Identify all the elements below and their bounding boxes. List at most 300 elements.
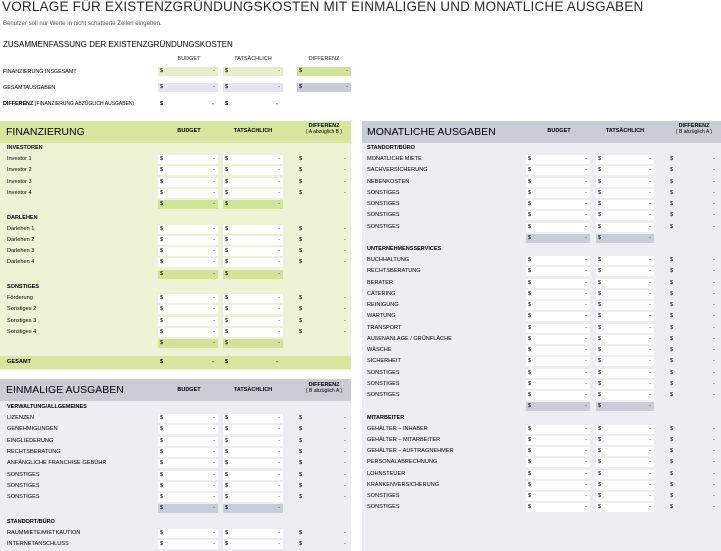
monthly-site-row-7-budget[interactable]	[526, 223, 590, 232]
cell-value: -	[213, 270, 215, 277]
services-row-8-budget[interactable]	[526, 335, 590, 344]
other-row-3-label: Sonstiges 3	[7, 317, 37, 324]
currency-symbol: $	[598, 504, 602, 511]
currency-symbol: $	[225, 505, 229, 512]
loan-row-3-budget[interactable]	[158, 247, 218, 256]
investor-row-4-actual[interactable]	[223, 189, 283, 198]
admin-row-3-diff-value: -	[344, 437, 346, 444]
currency-symbol: $	[225, 437, 229, 444]
investor-row-4-label: Investor 4	[7, 189, 32, 196]
monthly-col-diff: DIFFERENZ ( B abzüglich A )	[675, 123, 713, 135]
loan-row-2-budget[interactable]	[158, 236, 218, 245]
staff-row-6-diff-currency: $	[670, 481, 674, 488]
cell-value: -	[649, 459, 651, 466]
admin-row-1-diff-currency: $	[299, 415, 303, 421]
staff-row-6-actual[interactable]	[596, 481, 654, 490]
currency-symbol: $	[528, 358, 532, 365]
staff-row-3-label: GEHÄLTER – AUFTRAGNEHMER	[367, 448, 454, 454]
cell-value: -	[278, 471, 280, 478]
services-row-6-budget[interactable]	[526, 312, 590, 321]
cell-value: -	[585, 380, 587, 387]
onetime-site-row-1-budget[interactable]	[158, 529, 218, 538]
cell-value: -	[278, 189, 280, 196]
admin-row-7-budget[interactable]	[158, 482, 218, 491]
admin-row-5-budget[interactable]	[158, 459, 218, 468]
admin-row-5-diff-value: -	[344, 460, 346, 467]
services-row-5-actual[interactable]	[596, 301, 654, 310]
admin-row-5-actual[interactable]	[223, 459, 283, 468]
cell-value: -	[649, 156, 651, 162]
summary-diff-budget-currency: $	[160, 101, 164, 107]
cell-value: -	[278, 317, 280, 324]
cell-value: -	[213, 201, 215, 208]
currency-symbol: $	[225, 415, 229, 421]
onetime-site-row-2-label: INTERNETANSCHLUSS	[7, 541, 69, 547]
summary-diff-actual-value: -	[276, 101, 278, 107]
cell-value: -	[213, 426, 215, 433]
services-row-9-budget[interactable]	[526, 346, 590, 355]
staff-row-3-budget[interactable]	[526, 447, 590, 456]
services-row-1-actual[interactable]	[596, 256, 654, 265]
services-row-12-budget[interactable]	[526, 380, 590, 389]
services-row-9-diff-value: -	[713, 347, 715, 353]
monthly-site-row-2-budget[interactable]	[526, 166, 590, 175]
cell-value: -	[213, 340, 215, 347]
cell-value: -	[649, 470, 651, 477]
cell-value: -	[649, 347, 651, 353]
staff-row-8-label: SONSTIGES	[367, 504, 400, 511]
loan-row-1-diff-value: -	[344, 225, 346, 232]
monthly-site-row-4-budget[interactable]	[526, 189, 590, 198]
other-row-2-diff-currency: $	[299, 306, 303, 313]
admin-row-3-actual[interactable]	[223, 437, 283, 446]
services-row-5-budget[interactable]	[526, 301, 590, 310]
cell-value: -	[585, 403, 587, 410]
cell-value: -	[585, 257, 587, 263]
monthly-site-row-3-label: NEBENKOSTEN	[367, 178, 410, 185]
currency-symbol: $	[598, 156, 602, 162]
services-row-4-budget[interactable]	[526, 290, 590, 299]
investor-row-1-diff-value: -	[344, 156, 346, 162]
staff-section-title: MITARBEITER	[367, 414, 405, 421]
currency-symbol: $	[160, 201, 164, 208]
other-row-2-actual[interactable]	[223, 305, 283, 314]
other-total-budget-subtotal	[158, 339, 218, 348]
cell-value: -	[278, 178, 280, 185]
monthly-site-row-1-label: MONATLICHE MIETE	[367, 156, 422, 162]
investor-row-1-actual[interactable]	[223, 155, 283, 164]
admin-row-6-actual[interactable]	[223, 471, 283, 480]
services-row-8-diff-currency: $	[670, 335, 674, 342]
cell-value: -	[649, 223, 651, 230]
services-row-13-budget[interactable]	[526, 391, 590, 400]
admin-row-4-actual[interactable]	[223, 448, 283, 457]
services-row-4-actual[interactable]	[596, 290, 654, 299]
admin-row-1-actual[interactable]	[223, 414, 283, 423]
currency-symbol: $	[528, 178, 532, 185]
staff-row-7-actual[interactable]	[596, 492, 654, 501]
other-row-1-actual[interactable]	[223, 294, 283, 303]
monthly-site-row-2-actual[interactable]	[596, 166, 654, 175]
currency-symbol: $	[160, 426, 164, 433]
services-row-7-actual[interactable]	[596, 324, 654, 333]
services-row-1-budget[interactable]	[526, 256, 590, 265]
services-row-13-label: SONSTIGES	[367, 392, 400, 398]
currency-symbol: $	[160, 529, 164, 536]
admin-row-5-label: ANFÄNGLICHE FRANCHISE-GEBÜHR	[7, 460, 107, 467]
staff-row-8-actual[interactable]	[596, 503, 654, 512]
monthly-site-row-5-actual[interactable]	[596, 200, 654, 209]
currency-symbol: $	[160, 340, 164, 347]
financing-title: FINANZIERUNG	[6, 126, 85, 138]
loan-row-3-diff-value: -	[344, 248, 346, 255]
cell-value: -	[585, 459, 587, 466]
summary-diff-actual-currency: $	[225, 101, 229, 107]
currency-symbol: $	[528, 313, 532, 320]
staff-row-1-budget[interactable]	[526, 425, 590, 434]
services-row-3-actual[interactable]	[596, 279, 654, 288]
staff-row-8-diff-currency: $	[670, 504, 674, 511]
currency-symbol: $	[598, 268, 602, 275]
staff-row-2-diff-currency: $	[670, 436, 674, 443]
services-row-10-diff-value: -	[713, 358, 715, 365]
investors-section-title: INVESTOREN	[7, 145, 43, 151]
currency-symbol: $	[598, 313, 602, 320]
currency-symbol: $	[598, 178, 602, 185]
currency-symbol: $	[225, 270, 229, 277]
currency-symbol: $	[528, 448, 532, 454]
cell-value: -	[278, 505, 280, 512]
services-row-3-label: BERATER	[367, 279, 394, 286]
other-total-actual-subtotal	[223, 339, 283, 348]
services-total-budget-subtotal	[526, 402, 590, 411]
financing-total-label: GESAMT	[7, 359, 31, 365]
cell-value: -	[585, 504, 587, 511]
staff-row-8-budget[interactable]	[526, 503, 590, 512]
other-row-3-budget[interactable]	[158, 317, 218, 326]
cell-value: -	[213, 178, 215, 185]
services-row-13-actual[interactable]	[596, 391, 654, 400]
cell-value: -	[585, 290, 587, 297]
currency-symbol: $	[598, 380, 602, 387]
cell-value: -	[346, 68, 348, 74]
services-row-3-budget[interactable]	[526, 279, 590, 288]
services-row-5-diff-currency: $	[670, 302, 674, 308]
cell-value: -	[649, 234, 651, 241]
other-row-3-diff-value: -	[344, 317, 346, 324]
admin-row-2-actual[interactable]	[223, 425, 283, 434]
currency-symbol: $	[225, 167, 229, 174]
onetime-col-budget: BUDGET	[177, 387, 201, 393]
admin-row-2-diff-value: -	[344, 426, 346, 433]
staff-row-6-budget[interactable]	[526, 481, 590, 490]
staff-row-3-actual[interactable]	[596, 447, 654, 456]
cell-value: -	[278, 84, 280, 90]
cell-value: -	[213, 156, 215, 162]
monthly-site-row-4-diff-value: -	[713, 189, 715, 196]
currency-symbol: $	[598, 392, 602, 398]
services-row-10-budget[interactable]	[526, 357, 590, 366]
services-row-2-actual[interactable]	[596, 267, 654, 276]
currency-symbol: $	[528, 459, 532, 466]
monthly-site-row-1-diff-value: -	[713, 156, 715, 162]
loan-row-4-budget[interactable]	[158, 258, 218, 267]
loan-row-4-actual[interactable]	[223, 258, 283, 267]
services-row-4-diff-currency: $	[670, 290, 674, 297]
cell-value: -	[649, 380, 651, 387]
admin-row-1-budget[interactable]	[158, 414, 218, 423]
onetime-site-row-1-diff-currency: $	[299, 529, 303, 536]
monthly-site-row-3-budget[interactable]	[526, 178, 590, 187]
admin-row-6-budget[interactable]	[158, 471, 218, 480]
staff-row-2-actual[interactable]	[596, 436, 654, 445]
cell-value: -	[585, 313, 587, 320]
financing-total-value-2: $	[225, 359, 229, 365]
services-row-9-actual[interactable]	[596, 346, 654, 355]
currency-symbol: $	[160, 505, 164, 512]
staff-row-5-actual[interactable]	[596, 470, 654, 479]
admin-row-2-budget[interactable]	[158, 425, 218, 434]
admin-row-8-actual[interactable]	[223, 493, 283, 502]
services-row-10-actual[interactable]	[596, 357, 654, 366]
staff-row-7-diff-value: -	[713, 493, 715, 499]
monthly-site-row-7-diff-currency: $	[670, 223, 674, 230]
currency-symbol: $	[598, 223, 602, 230]
currency-symbol: $	[598, 470, 602, 477]
admin-row-2-label: GENEHMIGUNGEN	[7, 426, 58, 433]
services-row-2-label: RECHTSBERATUNG	[367, 268, 421, 275]
admin-row-2-diff-currency: $	[299, 426, 303, 433]
cell-value: -	[278, 201, 280, 208]
currency-symbol: $	[225, 426, 229, 433]
other-row-4-budget[interactable]	[158, 328, 218, 337]
cell-value: -	[649, 392, 651, 398]
currency-symbol: $	[160, 178, 164, 185]
cell-value: -	[585, 189, 587, 196]
cell-value: -	[278, 529, 280, 536]
cell-value: -	[278, 460, 280, 467]
admin-row-6-diff-value: -	[344, 471, 346, 478]
services-row-11-budget[interactable]	[526, 369, 590, 378]
currency-symbol: $	[528, 201, 532, 207]
cell-value: -	[649, 279, 651, 286]
admin-row-8-budget[interactable]	[158, 493, 218, 502]
onetime-site-row-1-label: RAUMMIETE/MIETKAUTION	[7, 529, 81, 536]
services-row-7-budget[interactable]	[526, 324, 590, 333]
cell-value: -	[213, 236, 215, 243]
currency-symbol: $	[225, 201, 229, 208]
loans-total-actual-subtotal	[223, 270, 283, 279]
currency-symbol: $	[225, 448, 229, 455]
cell-value: -	[649, 448, 651, 454]
services-total-actual-subtotal	[596, 402, 654, 411]
summary-col-diff: DIFFERENZ	[308, 56, 340, 62]
staff-row-7-budget[interactable]	[526, 492, 590, 501]
other-row-4-diff-currency: $	[299, 328, 303, 335]
cell-value: -	[213, 248, 215, 255]
monthly-site-row-3-diff-currency: $	[670, 178, 674, 185]
cell-value: -	[278, 295, 280, 301]
cell-value: -	[213, 529, 215, 536]
investor-row-2-budget[interactable]	[158, 166, 218, 175]
monthly-site-row-7-label: SONSTIGES	[367, 223, 400, 230]
investor-row-3-budget[interactable]	[158, 178, 218, 187]
admin-row-7-label: SONSTIGES	[7, 482, 40, 489]
cell-value: -	[649, 358, 651, 365]
onetime-site-row-1-diff-value: -	[344, 529, 346, 536]
currency-symbol: $	[528, 234, 532, 241]
currency-symbol: $	[225, 225, 229, 232]
other-row-1-budget[interactable]	[158, 294, 218, 303]
onetime-site-row-1-actual[interactable]	[223, 529, 283, 538]
currency-symbol: $	[598, 189, 602, 196]
monthly-site-row-5-label: SONSTIGES	[367, 201, 400, 207]
monthly-site-row-6-diff-currency: $	[670, 212, 674, 219]
services-row-12-label: SONSTIGES	[367, 380, 400, 387]
currency-symbol: $	[528, 257, 532, 263]
services-row-6-actual[interactable]	[596, 312, 654, 321]
cell-value: -	[585, 223, 587, 230]
admin-row-3-budget[interactable]	[158, 437, 218, 446]
monthly-site-row-3-actual[interactable]	[596, 178, 654, 187]
other-row-4-actual[interactable]	[223, 328, 283, 337]
monthly-site-total-budget-subtotal	[526, 234, 590, 243]
services-row-12-diff-value: -	[713, 380, 715, 387]
summary-financing-actual	[223, 67, 283, 76]
staff-row-2-diff-value: -	[713, 436, 715, 443]
loan-row-1-actual[interactable]	[223, 225, 283, 234]
cell-value: -	[649, 189, 651, 196]
loan-row-3-diff-currency: $	[299, 248, 303, 255]
summary-expenses-budget	[158, 83, 218, 92]
other-row-2-budget[interactable]	[158, 305, 218, 314]
staff-row-2-budget[interactable]	[526, 436, 590, 445]
currency-symbol: $	[160, 225, 164, 232]
cell-value: -	[649, 290, 651, 297]
currency-symbol: $	[528, 290, 532, 297]
financing-total-value-0: $	[160, 359, 164, 365]
investor-row-1-label: Investor 1	[7, 156, 32, 162]
cell-value: -	[278, 494, 280, 501]
cell-value: -	[585, 448, 587, 454]
cell-value: -	[278, 156, 280, 162]
cell-value: -	[213, 295, 215, 301]
services-row-6-label: WARTUNG	[367, 313, 396, 320]
currency-symbol: $	[598, 279, 602, 286]
services-row-6-diff-value: -	[713, 313, 715, 320]
staff-row-4-budget[interactable]	[526, 458, 590, 467]
investor-row-2-actual[interactable]	[223, 166, 283, 175]
admin-row-4-label: RECHTSBERATUNG	[7, 448, 61, 455]
monthly-site-section-title: STANDORT/BÜRO	[367, 145, 415, 151]
other-row-1-label: Förderung	[7, 295, 33, 301]
staff-row-2-label: GEHÄLTER – MITARBEITER	[367, 436, 441, 443]
admin-row-7-actual[interactable]	[223, 482, 283, 491]
investor-row-3-actual[interactable]	[223, 178, 283, 187]
investors-total-budget-subtotal	[158, 200, 218, 209]
currency-symbol: $	[528, 167, 532, 174]
services-row-12-actual[interactable]	[596, 380, 654, 389]
monthly-site-row-1-actual[interactable]	[596, 155, 654, 164]
monthly-site-row-1-budget[interactable]	[526, 155, 590, 164]
monthly-site-row-6-actual[interactable]	[596, 211, 654, 220]
currency-symbol: $	[528, 279, 532, 286]
cell-value: -	[278, 68, 280, 74]
staff-row-1-actual[interactable]	[596, 425, 654, 434]
financing-total-value-3: -	[276, 359, 278, 365]
services-row-11-actual[interactable]	[596, 369, 654, 378]
loan-row-3-actual[interactable]	[223, 247, 283, 256]
loan-row-1-budget[interactable]	[158, 225, 218, 234]
cell-value: -	[649, 212, 651, 219]
cell-value: -	[278, 270, 280, 277]
currency-symbol: $	[598, 234, 602, 241]
cell-value: -	[585, 324, 587, 331]
onetime-site-row-2-budget[interactable]	[158, 540, 218, 549]
currency-symbol: $	[528, 380, 532, 387]
cell-value: -	[213, 471, 215, 478]
currency-symbol: $	[598, 403, 602, 410]
summary-expenses-diff	[297, 83, 351, 92]
admin-row-4-budget[interactable]	[158, 448, 218, 457]
monthly-site-row-4-actual[interactable]	[596, 189, 654, 198]
currency-symbol: $	[528, 347, 532, 353]
services-row-8-actual[interactable]	[596, 335, 654, 344]
onetime-site-row-2-diff-currency: $	[299, 541, 303, 547]
currency-symbol: $	[598, 347, 602, 353]
cell-value: -	[649, 268, 651, 275]
other-row-3-actual[interactable]	[223, 317, 283, 326]
services-row-2-budget[interactable]	[526, 267, 590, 276]
staff-row-5-budget[interactable]	[526, 470, 590, 479]
onetime-site-row-2-actual[interactable]	[223, 540, 283, 549]
investors-total-actual-subtotal	[223, 200, 283, 209]
currency-symbol: $	[598, 212, 602, 219]
investor-row-1-budget[interactable]	[158, 155, 218, 164]
admin-row-8-label: SONSTIGES	[7, 494, 40, 501]
staff-row-4-actual[interactable]	[596, 458, 654, 467]
summary-col-actual: TATSÄCHLICH	[234, 56, 272, 62]
admin-row-1-diff-value: -	[344, 415, 346, 421]
cell-value: -	[585, 358, 587, 365]
financing-col-diff: DIFFERENZ ( A abzüglich B )	[305, 123, 343, 135]
investor-row-1-diff-currency: $	[299, 156, 303, 162]
currency-symbol: $	[598, 436, 602, 443]
monthly-site-row-2-label: SACHVERSICHERUNG	[367, 167, 428, 174]
investor-row-4-budget[interactable]	[158, 189, 218, 198]
monthly-site-row-2-diff-currency: $	[670, 167, 674, 174]
loan-row-2-actual[interactable]	[223, 236, 283, 245]
onetime-site-row-2-diff-value: -	[344, 541, 346, 547]
monthly-site-row-6-budget[interactable]	[526, 211, 590, 220]
cell-value: -	[213, 448, 215, 455]
monthly-site-row-7-actual[interactable]	[596, 223, 654, 232]
staff-row-6-diff-value: -	[713, 481, 715, 488]
currency-symbol: $	[528, 302, 532, 308]
cell-value: -	[585, 167, 587, 174]
monthly-site-row-6-diff-value: -	[713, 212, 715, 219]
currency-symbol: $	[528, 156, 532, 162]
services-row-5-diff-value: -	[713, 302, 715, 308]
currency-symbol: $	[598, 324, 602, 331]
currency-symbol: $	[225, 178, 229, 185]
monthly-site-row-5-budget[interactable]	[526, 200, 590, 209]
currency-symbol: $	[528, 268, 532, 275]
summary-row-expenses: GESAMTAUSGABEN	[3, 85, 56, 91]
cell-value: -	[649, 369, 651, 376]
onetime-site-section-title: STANDORT/BÜRO	[7, 518, 55, 525]
services-row-7-diff-value: -	[713, 324, 715, 331]
